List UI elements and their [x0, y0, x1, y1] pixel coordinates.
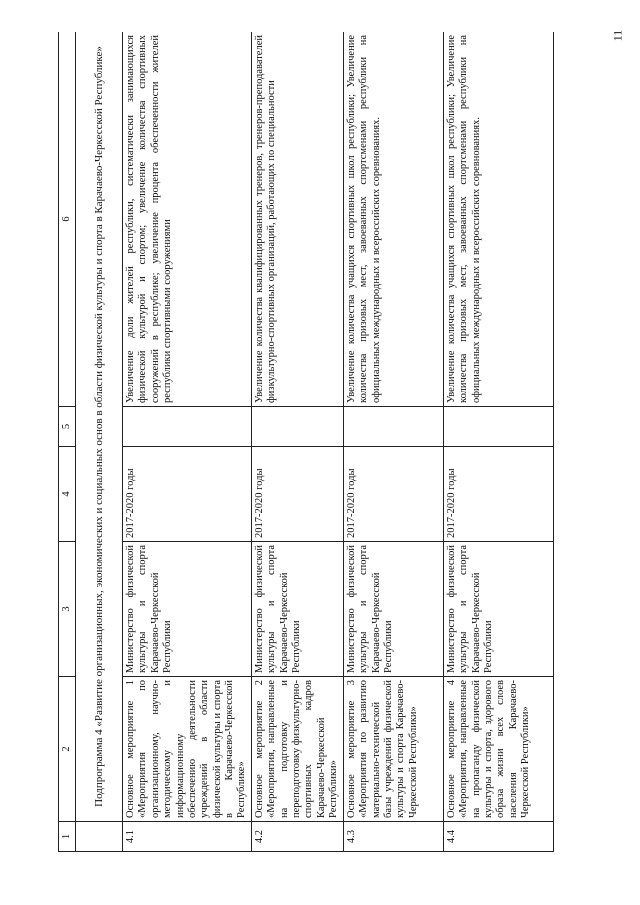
period-cell: 2017-2020 годы	[443, 447, 553, 542]
row-number: 4.1	[123, 822, 252, 852]
subprogram-title: Подпрограмма 4 «Развитие организационных, экономических и социальных основ в области физической культуры и спорта в Карачаево-Черкесской Республике»	[76, 32, 123, 822]
empty-cell	[123, 407, 252, 447]
program-table	[58, 32, 554, 852]
executor-cell: Министерство физической культуры и спорта Карачаево-Черкесской Республики	[343, 542, 443, 677]
event-cell: Основное мероприятие 4 «Мероприятия, направленные на пропаганду физической культуры и спорта, здорового образа жизни всех слоев населения Карачаево-Черкесской Республики»	[443, 677, 553, 822]
column-header: 1	[59, 822, 76, 852]
column-header: 4	[59, 447, 76, 542]
column-header: 2	[59, 677, 76, 822]
subprogram-left-cell	[76, 822, 123, 852]
document-page	[58, 32, 588, 852]
column-number-row	[59, 32, 76, 852]
table-row	[251, 32, 343, 852]
event-cell: Основное мероприятие 3 «Мероприятия по развитию материально-технической базы учреждений физической культуры и спорта Карачаево-Черкесской Республики»	[343, 677, 443, 822]
executor-cell: Министерство физической культуры и спорта Карачаево-Черкесской Республики	[123, 542, 252, 677]
table-row	[343, 32, 443, 852]
row-number: 4.4	[443, 822, 553, 852]
empty-cell	[251, 407, 343, 447]
subprogram-row	[76, 32, 123, 852]
executor-cell: Министерство физической культуры и спорта Карачаево-Черкесской Республики	[251, 542, 343, 677]
event-cell: Основное мероприятие 2 «Мероприятия, направленные на подготовку и переподготовку физкультурно-спортивных кадров Карачаево-Черкесской Республики»	[251, 677, 343, 822]
executor-cell: Министерство физической культуры и спорта Карачаево-Черкесской Республики	[443, 542, 553, 677]
event-cell: Основное мероприятие 1 «Мероприятия по организационному, научно-методическому и информационному обеспечению деятельности учреждений в области физической культуры и спорта в Карачаево-Черкесской Республике»	[123, 677, 252, 822]
result-cell: Увеличение количества учащихся спортивных школ республики; Увеличение количества призовых мест, завоеванных спортсменами республики на официальных международных и всероссийских соревнованиях.	[343, 32, 443, 407]
table-row	[123, 32, 252, 852]
table-row	[443, 32, 553, 852]
column-header: 3	[59, 542, 76, 677]
empty-cell	[343, 407, 443, 447]
result-cell: Увеличение количества квалифицированных тренеров, тренеров-преподавателей физкультурно-спортивных организаций, работающих по специальности	[251, 32, 343, 407]
page-number: 11	[610, 29, 625, 42]
result-cell: Увеличение доли жителей республики, систематически занимающихся физической культурой и спортом; увеличение количества спортивных сооружений в республике; увеличение процента обеспеченности жителей республики спортивными сооружениями	[123, 32, 252, 407]
row-number: 4.2	[251, 822, 343, 852]
period-cell: 2017-2020 годы	[251, 447, 343, 542]
period-cell: 2017-2020 годы	[123, 447, 252, 542]
period-cell: 2017-2020 годы	[343, 447, 443, 542]
result-cell: Увеличение количества учащихся спортивных школ республики; Увеличение количества призовых мест, завоеванных спортсменами республики на официальных международных и всероссийских соревнованиях.	[443, 32, 553, 407]
row-number: 4.3	[343, 822, 443, 852]
column-header: 5	[59, 407, 76, 447]
rotated-table-wrapper	[58, 32, 588, 852]
column-header: 6	[59, 32, 76, 407]
empty-cell	[443, 407, 553, 447]
